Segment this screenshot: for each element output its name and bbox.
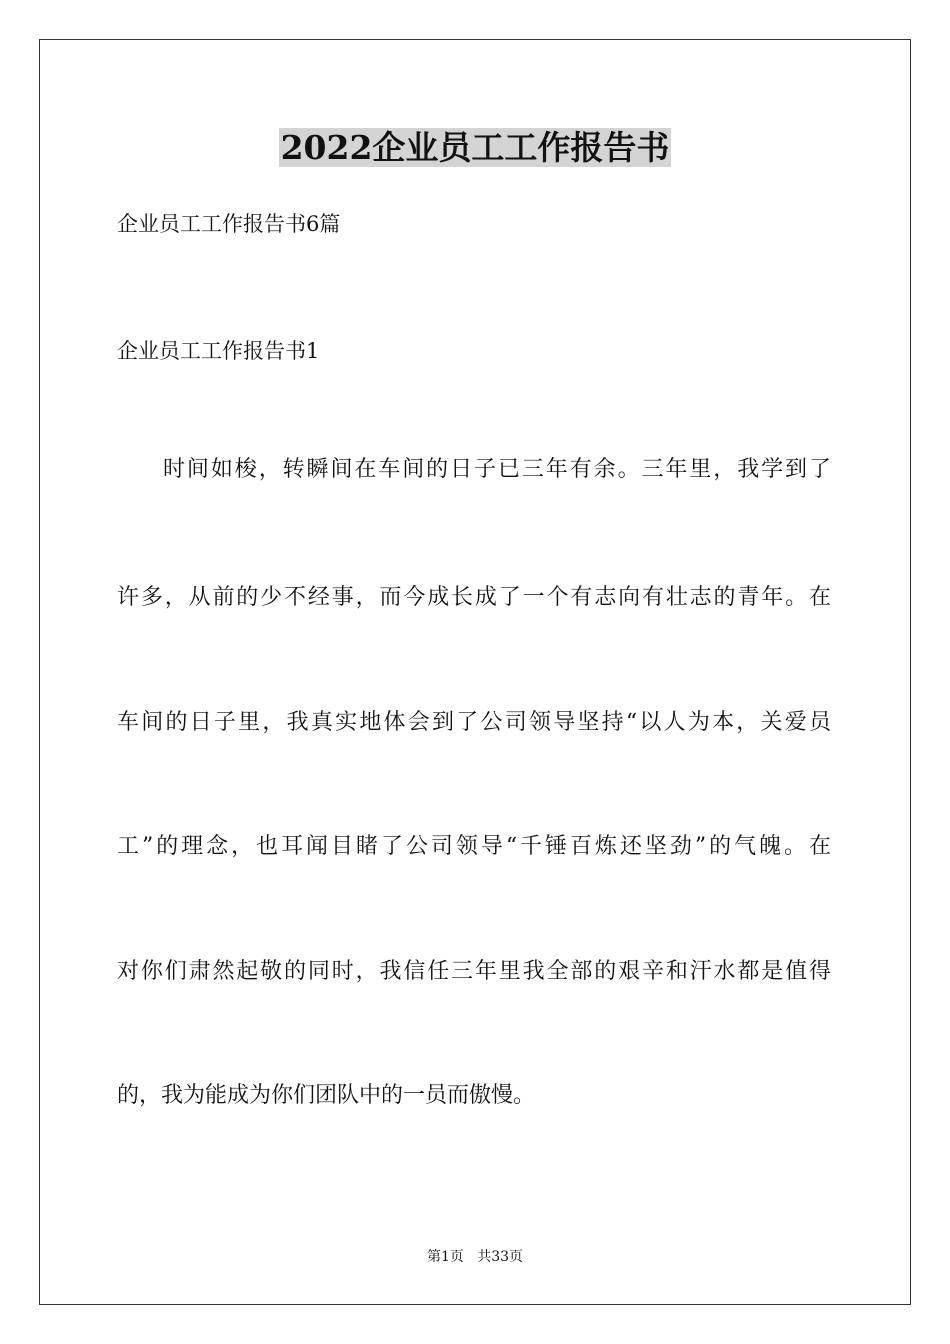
document-title-text: 2022企业员工工作报告书 — [280, 128, 670, 167]
paragraph-line-6: 的，我为能成为你们团队中的一员而傲慢。 — [117, 1083, 536, 1108]
paragraph-line-2: 许多，从前的少不经事，而今成长成了一个有志向有壮志的青年。在 — [117, 585, 831, 610]
page-indicator: 第1页 共33页 — [426, 1249, 524, 1265]
paragraph-line-1: 时间如梭，转瞬间在车间的日子已三年有余。三年里，我学到了 — [163, 457, 831, 482]
document-title — [0, 126, 950, 170]
paragraph-line-4: 工”的理念，也耳闻目睹了公司领导“千锤百炼还坚劲”的气魄。在 — [117, 834, 831, 859]
section-heading: 企业员工工作报告书1 — [117, 339, 320, 363]
document-subtitle: 企业员工工作报告书6篇 — [117, 212, 341, 236]
paragraph-line-5: 对你们肃然起敬的同时，我信任三年里我全部的艰辛和汗水都是值得 — [117, 959, 831, 984]
paragraph-line-3: 车间的日子里，我真实地体会到了公司领导坚持“以人为本，关爱员 — [117, 710, 831, 735]
